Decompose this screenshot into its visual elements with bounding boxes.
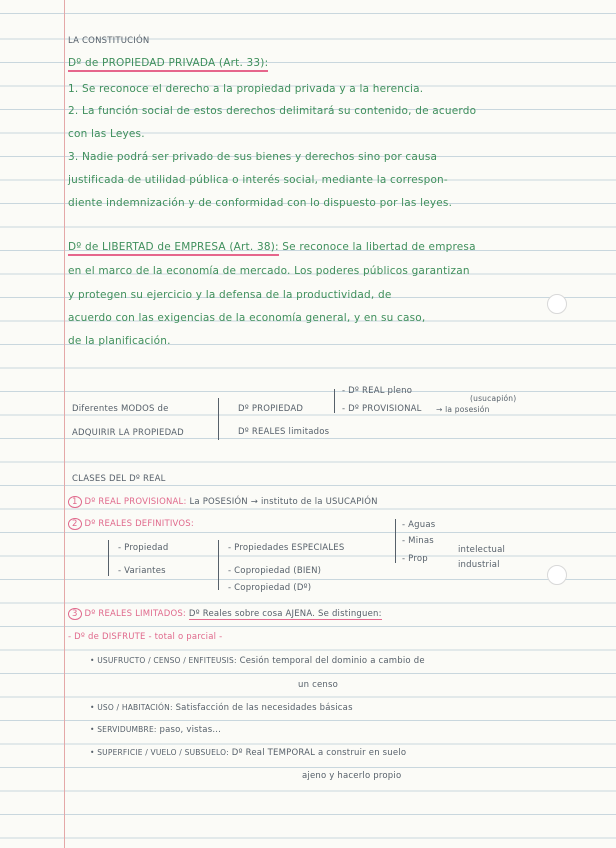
disfrute-text: - total o parcial - xyxy=(148,632,223,642)
scheme-item: Dº REALES limitados xyxy=(238,427,330,437)
disfrute-label: - Dº de DISFRUTE xyxy=(68,632,146,642)
clase-2 xyxy=(68,519,194,529)
clase-number: 3 xyxy=(68,608,82,620)
bullet-continuation: ajeno y hacerlo propio xyxy=(302,771,402,781)
section-heading-empresa-line xyxy=(68,241,476,253)
bullet-text: Satisfacción de las necesidades básicas xyxy=(175,703,353,713)
text-line: en el marco de la economía de mercado. Los poderes públicos garantizan xyxy=(68,265,470,277)
clase2-special: - Prop xyxy=(402,554,428,564)
bullet-text: Dº Real TEMPORAL a construir en suelo xyxy=(231,748,407,758)
margin-line xyxy=(64,0,65,848)
clase-number: 2 xyxy=(68,518,82,530)
text-line: con las Leyes. xyxy=(68,128,145,140)
scheme-left-label: Diferentes MODOS de xyxy=(72,404,169,414)
text-line: 3. Nadie podrá ser privado de sus bienes y derechos sino por causa xyxy=(68,151,438,163)
bullet-line xyxy=(90,748,406,758)
clase2-subitem: - Copropiedad (Dº) xyxy=(228,583,312,593)
bullet-line xyxy=(90,725,221,735)
text-line: de la planificación. xyxy=(68,335,171,347)
text-line: 1. Se reconoce el derecho a la propiedad privada y a la herencia. xyxy=(68,83,424,95)
bullet-text: paso, vistas... xyxy=(159,725,222,735)
page-title: LA CONSTITUCIÓN xyxy=(68,36,150,46)
brace xyxy=(108,540,109,576)
clase2-subitem: - Copropiedad (BIEN) xyxy=(228,566,322,576)
brace xyxy=(218,398,219,440)
clase-text: Dº Reales sobre cosa AJENA. Se distinguen: xyxy=(188,609,382,619)
bullet-text: Cesión temporal del dominio a cambio de xyxy=(239,656,425,666)
bullet-label: • USO / HABITACIÓN: xyxy=(90,703,173,712)
clase2-item: - Propiedad xyxy=(118,543,169,553)
clase-text: La POSESIÓN → instituto de la USUCAPIÓN xyxy=(189,497,378,507)
clase2-item: - Variantes xyxy=(118,566,166,576)
scheme-subitem: - Dº PROVISIONAL xyxy=(342,404,422,414)
section-heading-propiedad: Dº de PROPIEDAD PRIVADA (Art. 33): xyxy=(68,57,268,72)
clase2-prop-type: industrial xyxy=(458,560,500,570)
disfrute-line xyxy=(68,632,222,642)
binder-hole xyxy=(547,565,567,585)
clase-label: Dº REAL PROVISIONAL: xyxy=(84,497,187,507)
brace xyxy=(334,389,335,413)
text-line: justificada de utilidad pública o interés social, mediante la correspon- xyxy=(68,174,448,186)
clase-label: Dº REALES LIMITADOS: xyxy=(84,609,186,619)
bullet-label: • USUFRUCTO / CENSO / ENFITEUSIS: xyxy=(90,656,237,665)
brace xyxy=(218,540,219,590)
binder-hole xyxy=(547,294,567,314)
clase-1 xyxy=(68,497,378,507)
text-line: acuerdo con las exigencias de la economía general, y en su caso, xyxy=(68,312,426,324)
bullet-label: • SERVIDUMBRE: xyxy=(90,725,157,734)
clase2-special: - Aguas xyxy=(402,520,436,530)
section-heading-empresa: Dº de LIBERTAD de EMPRESA (Art. 38): xyxy=(68,241,279,256)
clase-label: Dº REALES DEFINITIVOS: xyxy=(84,519,194,529)
scheme-note: (usucapión) xyxy=(470,394,517,403)
bullet-line xyxy=(90,703,353,713)
clase2-prop-type: intelectual xyxy=(458,545,506,555)
scheme-left-label: ADQUIRIR LA PROPIEDAD xyxy=(72,428,184,438)
scheme-subitem: - Dº REAL pleno xyxy=(342,386,413,396)
clases-heading: CLASES DEL Dº REAL xyxy=(72,474,166,484)
clase2-subitem: - Propiedades ESPECIALES xyxy=(228,543,345,553)
clase-number: 1 xyxy=(68,496,82,508)
brace xyxy=(395,519,396,563)
scheme-arrow-note: → la posesión xyxy=(436,405,490,414)
scheme-item: Dº PROPIEDAD xyxy=(238,404,304,414)
bullet-line xyxy=(90,656,425,666)
clase-3 xyxy=(68,609,382,619)
bullet-label: • SUPERFICIE / VUELO / SUBSUELO: xyxy=(90,748,229,757)
text-line: y protegen su ejercicio y la defensa de la productividad, de xyxy=(68,289,392,301)
clase2-special: - Minas xyxy=(402,536,434,546)
text-line: 2. La función social de estos derechos delimitará su contenido, de acuerdo xyxy=(68,105,477,117)
text-line: diente indemnización y de conformidad con lo dispuesto por las leyes. xyxy=(68,197,453,209)
bullet-continuation: un censo xyxy=(298,680,338,690)
text-line: Se reconoce la libertad de empresa xyxy=(282,241,476,253)
